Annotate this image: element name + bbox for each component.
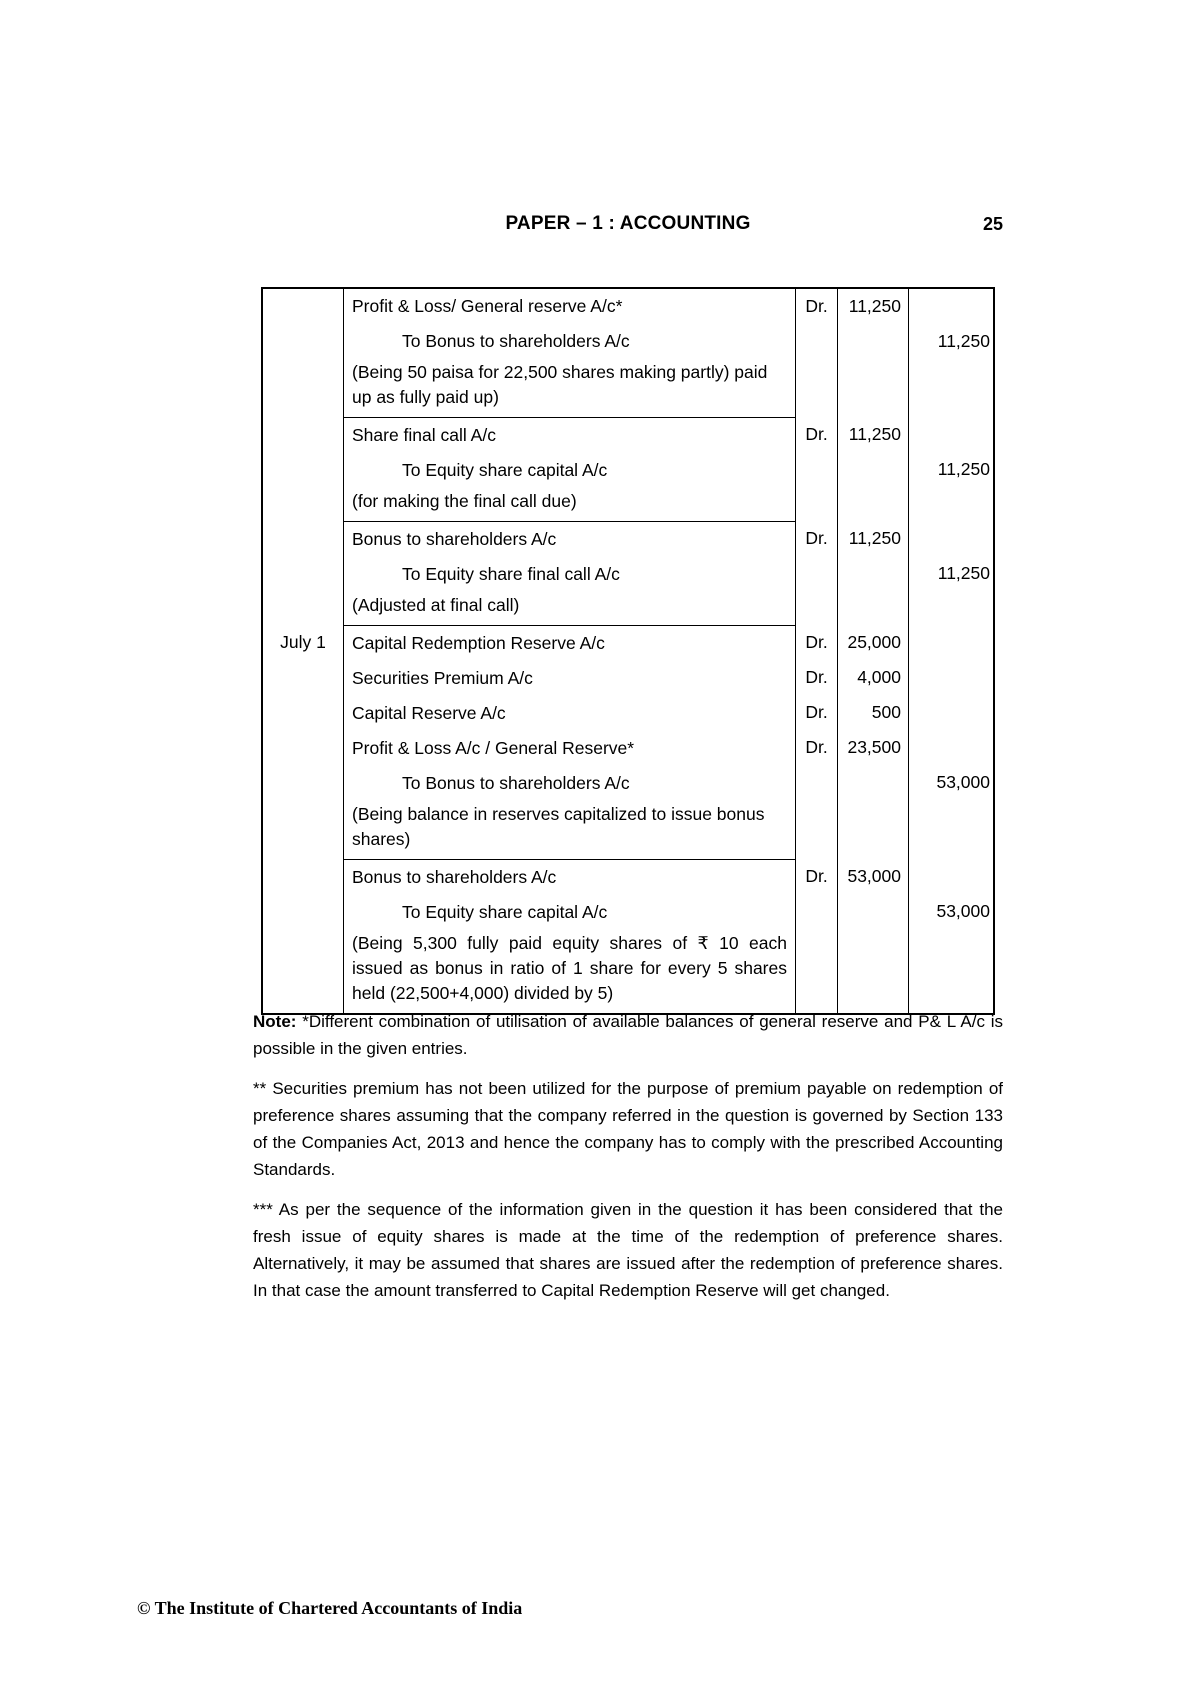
debit-amount: 53,000 — [847, 866, 901, 886]
page-title: PAPER – 1 : ACCOUNTING — [505, 213, 751, 234]
entry-narration: (Adjusted at final call) — [352, 595, 520, 615]
credit-amount: 53,000 — [936, 772, 990, 792]
dr-label: Dr. — [805, 528, 828, 548]
entry-debit-cell — [837, 625, 908, 859]
debit-amount — [838, 324, 908, 359]
credit-amount: 11,250 — [937, 563, 990, 583]
entry-date — [263, 417, 343, 452]
dr-label — [796, 324, 837, 359]
entry-dr-cell — [795, 417, 837, 521]
particulars-line: To Equity share final call A/c — [402, 564, 620, 584]
entry-date-cell — [263, 859, 343, 1013]
dr-label: Dr. — [805, 737, 828, 757]
journal-entry — [263, 417, 993, 521]
debit-amount — [838, 452, 908, 487]
entry-particulars-cell — [343, 289, 795, 417]
note-label: Note: — [253, 1012, 297, 1031]
credit-amount — [909, 521, 997, 556]
entry-particulars-cell — [343, 625, 795, 859]
entry-credit-cell — [908, 625, 997, 859]
page-number: 25 — [982, 214, 1003, 234]
entry-date: July 1 — [280, 632, 326, 652]
particulars-line: Profit & Loss A/c / General Reserve* — [352, 738, 635, 758]
particulars-line: To Bonus to shareholders A/c — [402, 773, 630, 793]
entry-narration: (Being balance in reserves capitalized to issue bonus shares) — [352, 804, 765, 849]
entry-narration: (Being 50 paisa for 22,500 shares making partly) paid up as fully paid up) — [352, 362, 768, 407]
debit-amount: 11,250 — [848, 424, 901, 444]
entry-date-cell — [263, 417, 343, 521]
dr-label: Dr. — [805, 866, 828, 886]
journal-entry — [263, 625, 993, 859]
debit-amount — [838, 556, 908, 591]
credit-amount — [909, 660, 997, 695]
dr-label — [796, 894, 837, 929]
entry-debit-cell — [837, 289, 908, 417]
entry-particulars-cell — [343, 521, 795, 625]
credit-amount: 53,000 — [936, 901, 990, 921]
debit-amount: 4,000 — [857, 667, 901, 687]
journal-table — [261, 287, 995, 1015]
debit-amount: 23,500 — [847, 737, 901, 757]
particulars-line: To Equity share capital A/c — [402, 902, 608, 922]
debit-amount — [838, 765, 908, 800]
dr-label — [796, 452, 837, 487]
note-paragraph: ** Securities premium has not been utilized for the purpose of premium payable on redemption of preference shares assuming that the company referred in the question is governed by Section 133 of the Companies Act, 2013 and hence the company has to comply with the prescribed Accounting Standards. — [253, 1079, 1003, 1179]
credit-amount — [909, 859, 997, 894]
footer-copyright: © The Institute of Chartered Accountants of India — [137, 1598, 523, 1618]
dr-label: Dr. — [805, 702, 828, 722]
entry-dr-cell — [795, 521, 837, 625]
note-paragraph — [253, 1008, 1003, 1062]
credit-amount: 11,250 — [937, 331, 990, 351]
entry-date-cell — [263, 625, 343, 859]
debit-amount: 11,250 — [848, 528, 901, 548]
credit-amount — [909, 417, 997, 452]
particulars-line: Bonus to shareholders A/c — [352, 529, 557, 549]
entry-debit-cell — [837, 521, 908, 625]
debit-amount — [838, 894, 908, 929]
credit-amount — [909, 730, 997, 765]
dr-label: Dr. — [805, 424, 828, 444]
entry-credit-cell — [908, 859, 997, 1013]
notes-section — [253, 1008, 1003, 1317]
entry-date-cell — [263, 521, 343, 625]
entry-narration: (for making the final call due) — [352, 491, 577, 511]
journal-entry — [263, 859, 993, 1013]
entry-debit-cell — [837, 859, 908, 1013]
particulars-line: Capital Reserve A/c — [352, 703, 506, 723]
particulars-line: Securities Premium A/c — [352, 668, 533, 688]
entry-date-cell — [263, 289, 343, 417]
entry-credit-cell — [908, 289, 997, 417]
entry-particulars-cell — [343, 417, 795, 521]
credit-amount — [909, 625, 997, 660]
entry-narration: (Being 5,300 fully paid equity shares of ₹ 10 each issued as bonus in ratio of 1 share for every 5 shares held (22,500+4,000) divided by 5) — [352, 933, 787, 1003]
debit-amount: 11,250 — [848, 296, 901, 316]
entry-credit-cell — [908, 521, 997, 625]
journal-entry — [263, 289, 993, 417]
note-text: *Different combination of utilisation of available balances of general reserve and P& L A/c is possible in the given entries. — [253, 1012, 1003, 1058]
credit-amount: 11,250 — [937, 459, 990, 479]
particulars-line: Capital Redemption Reserve A/c — [352, 633, 605, 653]
entry-particulars-cell — [343, 859, 795, 1013]
page-header — [253, 213, 1003, 241]
entry-dr-cell — [795, 289, 837, 417]
dr-label: Dr. — [805, 296, 828, 316]
particulars-line: Profit & Loss/ General reserve A/c* — [352, 296, 623, 316]
entry-date — [263, 289, 343, 324]
particulars-line: To Bonus to shareholders A/c — [402, 331, 630, 351]
note-paragraph: *** As per the sequence of the information given in the question it has been considered that the fresh issue of equity shares is made at the time of the redemption of preference shares. Alternatively, it may be assumed that shares are issued after the redemption of preference shares. In that case the amount transferred to Capital Redemption Reserve will get changed. — [253, 1200, 1003, 1300]
entry-dr-cell — [795, 625, 837, 859]
credit-amount — [909, 289, 997, 324]
entry-date — [263, 859, 343, 894]
dr-label — [796, 765, 837, 800]
debit-amount: 25,000 — [847, 632, 901, 652]
entry-debit-cell — [837, 417, 908, 521]
dr-label — [796, 556, 837, 591]
debit-amount: 500 — [871, 702, 901, 722]
particulars-line: Bonus to shareholders A/c — [352, 867, 557, 887]
dr-label: Dr. — [805, 667, 828, 687]
dr-label: Dr. — [805, 632, 828, 652]
particulars-line: Share final call A/c — [352, 425, 496, 445]
entry-dr-cell — [795, 859, 837, 1013]
particulars-line: To Equity share capital A/c — [402, 460, 608, 480]
entry-credit-cell — [908, 417, 997, 521]
entry-date — [263, 521, 343, 556]
journal-entry — [263, 521, 993, 625]
credit-amount — [909, 695, 997, 730]
